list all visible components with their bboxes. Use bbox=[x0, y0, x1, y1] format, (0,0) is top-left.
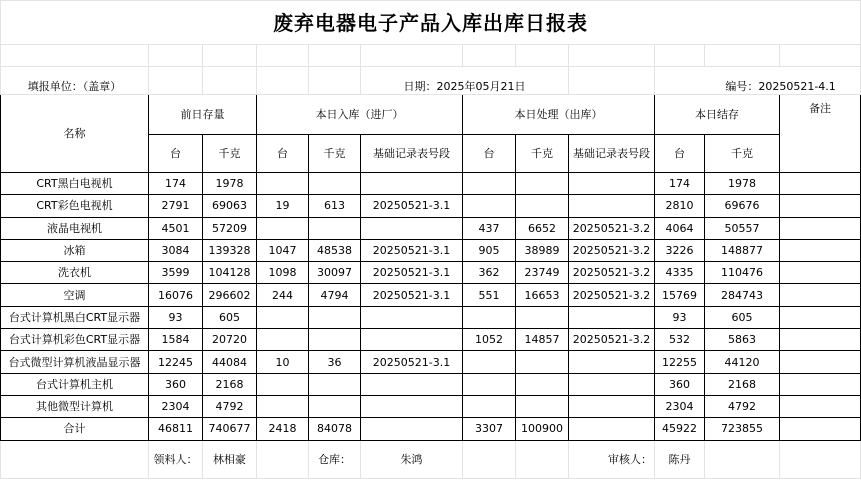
in-record-cell bbox=[361, 395, 463, 417]
out-kg-cell bbox=[516, 373, 569, 395]
header-in-record: 基础记录表号段 bbox=[361, 135, 463, 173]
out-record-cell: 20250521-3.2 bbox=[569, 284, 655, 306]
stock-tai-cell: 3226 bbox=[655, 239, 705, 261]
stock-tai-cell: 4335 bbox=[655, 262, 705, 284]
header-stock-tai: 台 bbox=[655, 135, 705, 173]
in-record-cell: 20250521-3.1 bbox=[361, 351, 463, 373]
in-record-cell: 20250521-3.1 bbox=[361, 284, 463, 306]
receiver-name: 林相豪 bbox=[203, 440, 257, 478]
code-label: 编号：20250521-4.1 bbox=[655, 67, 861, 95]
in-kg-cell: 48538 bbox=[309, 239, 361, 261]
stock-tai-cell: 2810 bbox=[655, 195, 705, 217]
prev-tai-cell: 3084 bbox=[149, 239, 203, 261]
stock-tai-cell: 15769 bbox=[655, 284, 705, 306]
name-cell: 合计 bbox=[1, 418, 149, 440]
stock-tai-cell: 2304 bbox=[655, 395, 705, 417]
name-cell: 其他微型计算机 bbox=[1, 395, 149, 417]
stock-tai-cell: 174 bbox=[655, 173, 705, 195]
prev-tai-cell: 1584 bbox=[149, 329, 203, 351]
prev-tai-cell: 12245 bbox=[149, 351, 203, 373]
in-tai-cell bbox=[257, 395, 309, 417]
stock-tai-cell: 4064 bbox=[655, 217, 705, 239]
name-cell: 台式微型计算机液晶显示器 bbox=[1, 351, 149, 373]
out-record-cell bbox=[569, 173, 655, 195]
stock-kg-cell: 2168 bbox=[705, 373, 780, 395]
remark-cell bbox=[780, 373, 861, 395]
in-kg-cell bbox=[309, 395, 361, 417]
out-tai-cell bbox=[463, 373, 516, 395]
out-tai-cell bbox=[463, 306, 516, 328]
out-kg-cell bbox=[516, 173, 569, 195]
table-row bbox=[1, 395, 861, 417]
prev-kg-cell: 69063 bbox=[203, 195, 257, 217]
table-row bbox=[1, 239, 861, 261]
name-cell: 液晶电视机 bbox=[1, 217, 149, 239]
prev-tai-cell: 360 bbox=[149, 373, 203, 395]
stock-kg-cell: 1978 bbox=[705, 173, 780, 195]
in-kg-cell bbox=[309, 373, 361, 395]
in-record-cell bbox=[361, 373, 463, 395]
table-row bbox=[1, 262, 861, 284]
out-tai-cell bbox=[463, 195, 516, 217]
out-kg-cell bbox=[516, 395, 569, 417]
in-tai-cell: 1047 bbox=[257, 239, 309, 261]
table-row bbox=[1, 329, 861, 351]
prev-kg-cell: 296602 bbox=[203, 284, 257, 306]
out-record-cell: 20250521-3.2 bbox=[569, 217, 655, 239]
remark-cell bbox=[780, 217, 861, 239]
out-tai-cell: 3307 bbox=[463, 418, 516, 440]
in-record-cell bbox=[361, 173, 463, 195]
stock-tai-cell: 360 bbox=[655, 373, 705, 395]
in-record-cell: 20250521-3.1 bbox=[361, 195, 463, 217]
remark-cell bbox=[780, 329, 861, 351]
name-cell: 空调 bbox=[1, 284, 149, 306]
prev-tai-cell: 2304 bbox=[149, 395, 203, 417]
name-cell: CRT彩色电视机 bbox=[1, 195, 149, 217]
out-record-cell: 20250521-3.2 bbox=[569, 262, 655, 284]
date-label: 日期：2025年05月21日 bbox=[361, 67, 569, 95]
out-kg-cell bbox=[516, 351, 569, 373]
out-kg-cell: 6652 bbox=[516, 217, 569, 239]
in-kg-cell: 30097 bbox=[309, 262, 361, 284]
stock-kg-cell: 69676 bbox=[705, 195, 780, 217]
in-tai-cell: 1098 bbox=[257, 262, 309, 284]
out-record-cell bbox=[569, 195, 655, 217]
header-stock-today: 本日结存 bbox=[655, 95, 780, 135]
out-record-cell: 20250521-3.2 bbox=[569, 329, 655, 351]
report-title: 废弃电器电子产品入库出库日报表 bbox=[1, 1, 861, 45]
stock-tai-cell: 532 bbox=[655, 329, 705, 351]
table-row bbox=[1, 373, 861, 395]
header-out-today: 本日处理（出库） bbox=[463, 95, 655, 135]
prev-tai-cell: 2791 bbox=[149, 195, 203, 217]
in-kg-cell bbox=[309, 329, 361, 351]
header-remark: 备注 bbox=[780, 95, 861, 173]
out-tai-cell bbox=[463, 351, 516, 373]
in-tai-cell bbox=[257, 217, 309, 239]
stock-tai-cell: 93 bbox=[655, 306, 705, 328]
stock-kg-cell: 44120 bbox=[705, 351, 780, 373]
prev-kg-cell: 740677 bbox=[203, 418, 257, 440]
out-kg-cell: 100900 bbox=[516, 418, 569, 440]
in-tai-cell bbox=[257, 329, 309, 351]
remark-cell bbox=[780, 306, 861, 328]
table-row bbox=[1, 351, 861, 373]
header-in-today: 本日入库（进厂） bbox=[257, 95, 463, 135]
stock-kg-cell: 605 bbox=[705, 306, 780, 328]
stock-kg-cell: 284743 bbox=[705, 284, 780, 306]
stock-kg-cell: 110476 bbox=[705, 262, 780, 284]
out-tai-cell: 551 bbox=[463, 284, 516, 306]
stock-kg-cell: 5863 bbox=[705, 329, 780, 351]
header-out-kg: 千克 bbox=[516, 135, 569, 173]
unit-label: 填报单位：（盖章） bbox=[1, 67, 149, 95]
prev-kg-cell: 4792 bbox=[203, 395, 257, 417]
in-tai-cell: 2418 bbox=[257, 418, 309, 440]
prev-kg-cell: 1978 bbox=[203, 173, 257, 195]
out-kg-cell: 16653 bbox=[516, 284, 569, 306]
name-cell: 台式计算机黑白CRT显示器 bbox=[1, 306, 149, 328]
prev-tai-cell: 3599 bbox=[149, 262, 203, 284]
prev-tai-cell: 16076 bbox=[149, 284, 203, 306]
in-tai-cell bbox=[257, 173, 309, 195]
header-out-record: 基础记录表号段 bbox=[569, 135, 655, 173]
in-record-cell: 20250521-3.1 bbox=[361, 239, 463, 261]
name-cell: 冰箱 bbox=[1, 239, 149, 261]
table-row bbox=[1, 173, 861, 195]
header-in-tai: 台 bbox=[257, 135, 309, 173]
prev-kg-cell: 104128 bbox=[203, 262, 257, 284]
out-record-cell bbox=[569, 418, 655, 440]
name-cell: 台式计算机彩色CRT显示器 bbox=[1, 329, 149, 351]
table-row bbox=[1, 284, 861, 306]
remark-cell bbox=[780, 173, 861, 195]
in-kg-cell: 84078 bbox=[309, 418, 361, 440]
prev-kg-cell: 605 bbox=[203, 306, 257, 328]
out-record-cell bbox=[569, 395, 655, 417]
header-stock-kg: 千克 bbox=[705, 135, 780, 173]
name-cell: 洗衣机 bbox=[1, 262, 149, 284]
header-prev-tai: 台 bbox=[149, 135, 203, 173]
in-record-cell bbox=[361, 306, 463, 328]
out-kg-cell bbox=[516, 306, 569, 328]
out-record-cell: 20250521-3.2 bbox=[569, 239, 655, 261]
in-kg-cell bbox=[309, 217, 361, 239]
prev-kg-cell: 44084 bbox=[203, 351, 257, 373]
warehouse-name: 朱鸿 bbox=[361, 440, 463, 478]
remark-cell bbox=[780, 351, 861, 373]
remark-cell bbox=[780, 195, 861, 217]
prev-kg-cell: 2168 bbox=[203, 373, 257, 395]
header-out-tai: 台 bbox=[463, 135, 516, 173]
header-name: 名称 bbox=[1, 95, 149, 173]
total-row bbox=[1, 418, 861, 440]
footer-row bbox=[1, 440, 861, 478]
in-tai-cell: 10 bbox=[257, 351, 309, 373]
in-kg-cell bbox=[309, 173, 361, 195]
auditor-name: 陈丹 bbox=[655, 440, 705, 478]
in-tai-cell bbox=[257, 373, 309, 395]
out-tai-cell: 905 bbox=[463, 239, 516, 261]
in-record-cell bbox=[361, 329, 463, 351]
table-row bbox=[1, 306, 861, 328]
out-kg-cell: 23749 bbox=[516, 262, 569, 284]
out-tai-cell: 437 bbox=[463, 217, 516, 239]
out-record-cell bbox=[569, 373, 655, 395]
stock-tai-cell: 12255 bbox=[655, 351, 705, 373]
in-kg-cell bbox=[309, 306, 361, 328]
prev-tai-cell: 4501 bbox=[149, 217, 203, 239]
stock-kg-cell: 723855 bbox=[705, 418, 780, 440]
header-in-kg: 千克 bbox=[309, 135, 361, 173]
prev-kg-cell: 57209 bbox=[203, 217, 257, 239]
stock-kg-cell: 50557 bbox=[705, 217, 780, 239]
in-record-cell: 20250521-3.1 bbox=[361, 262, 463, 284]
table-row bbox=[1, 217, 861, 239]
in-record-cell bbox=[361, 217, 463, 239]
out-record-cell bbox=[569, 351, 655, 373]
stock-kg-cell: 148877 bbox=[705, 239, 780, 261]
prev-kg-cell: 20720 bbox=[203, 329, 257, 351]
spacer-row bbox=[1, 45, 861, 67]
stock-kg-cell: 4792 bbox=[705, 395, 780, 417]
out-kg-cell: 38989 bbox=[516, 239, 569, 261]
prev-tai-cell: 174 bbox=[149, 173, 203, 195]
remark-cell bbox=[780, 395, 861, 417]
out-tai-cell bbox=[463, 395, 516, 417]
prev-tai-cell: 46811 bbox=[149, 418, 203, 440]
prev-kg-cell: 139328 bbox=[203, 239, 257, 261]
receiver-label: 领料人： bbox=[149, 440, 203, 478]
remark-cell bbox=[780, 239, 861, 261]
header-prev-kg: 千克 bbox=[203, 135, 257, 173]
out-tai-cell: 1052 bbox=[463, 329, 516, 351]
table-row bbox=[1, 195, 861, 217]
prev-tai-cell: 93 bbox=[149, 306, 203, 328]
out-kg-cell bbox=[516, 195, 569, 217]
remark-cell bbox=[780, 262, 861, 284]
out-tai-cell bbox=[463, 173, 516, 195]
in-kg-cell: 613 bbox=[309, 195, 361, 217]
name-cell: CRT黑白电视机 bbox=[1, 173, 149, 195]
remark-cell bbox=[780, 418, 861, 440]
in-record-cell bbox=[361, 418, 463, 440]
in-kg-cell: 4794 bbox=[309, 284, 361, 306]
auditor-label: 审核人： bbox=[569, 440, 655, 478]
warehouse-label: 仓库： bbox=[309, 440, 361, 478]
out-kg-cell: 14857 bbox=[516, 329, 569, 351]
out-tai-cell: 362 bbox=[463, 262, 516, 284]
in-tai-cell: 19 bbox=[257, 195, 309, 217]
name-cell: 台式计算机主机 bbox=[1, 373, 149, 395]
stock-tai-cell: 45922 bbox=[655, 418, 705, 440]
in-tai-cell bbox=[257, 306, 309, 328]
out-record-cell bbox=[569, 306, 655, 328]
in-kg-cell: 36 bbox=[309, 351, 361, 373]
header-prev-stock: 前日存量 bbox=[149, 95, 257, 135]
remark-cell bbox=[780, 284, 861, 306]
in-tai-cell: 244 bbox=[257, 284, 309, 306]
